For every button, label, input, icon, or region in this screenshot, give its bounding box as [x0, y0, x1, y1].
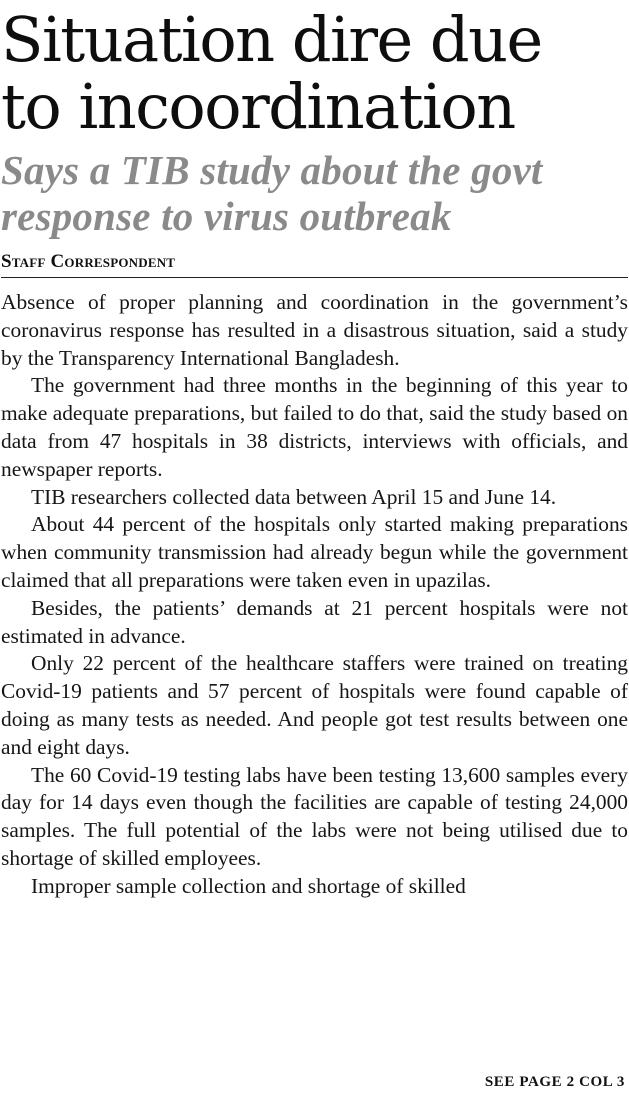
- headline-line-2: to incoordination: [1, 70, 515, 143]
- body-paragraph-3: TIB researchers collected data between April 15 and June 14.: [31, 484, 557, 509]
- body-paragraph-2: The government had three months in the beginning of this year to make adequate preparations, but failed to do that, said the study based on data from 47 hospitals in 38 districts, interviews with officials, and newspaper reports.: [1, 373, 628, 481]
- body-paragraph-7: The 60 Covid-19 testing labs have been testing 13,600 samples every day for 14 days even though the facilities are capable of testing 24,000 samples. The full potential of the labs were not being utilised due to shortage of skilled employees.: [1, 762, 628, 870]
- body-paragraph-4: About 44 percent of the hospitals only started making preparations when community transmission had already begun while the government claimed that all preparations were taken even in upazilas.: [1, 512, 628, 592]
- continuation-jump-line: SEE PAGE 2 COL 3: [484, 1074, 625, 1090]
- subheadline: [1, 147, 628, 239]
- byline: Staff Correspondent: [1, 251, 628, 278]
- body-paragraph-8: Improper sample collection and shortage of skilled: [31, 873, 466, 898]
- article-body: [1, 289, 628, 901]
- headline-line-1: Situation dire due: [1, 3, 542, 76]
- subheadline-line-1: Says a TIB study about the govt: [1, 147, 543, 193]
- headline: [1, 3, 628, 143]
- body-paragraph-5: Besides, the patients’ demands at 21 percent hospitals were not estimated in advance.: [1, 595, 628, 648]
- subheadline-line-2: response to virus outbreak: [1, 193, 452, 239]
- body-paragraph-6: Only 22 percent of the healthcare staffers were trained on treating Covid-19 patients and 57 percent of hospitals were found capable of doing as many tests as needed. And people got test results between one and eight days.: [1, 651, 628, 759]
- body-paragraph-1: Absence of proper planning and coordination in the government’s coronavirus response has resulted in a disastrous situation, said a study by the Transparency International Bangladesh.: [1, 290, 628, 370]
